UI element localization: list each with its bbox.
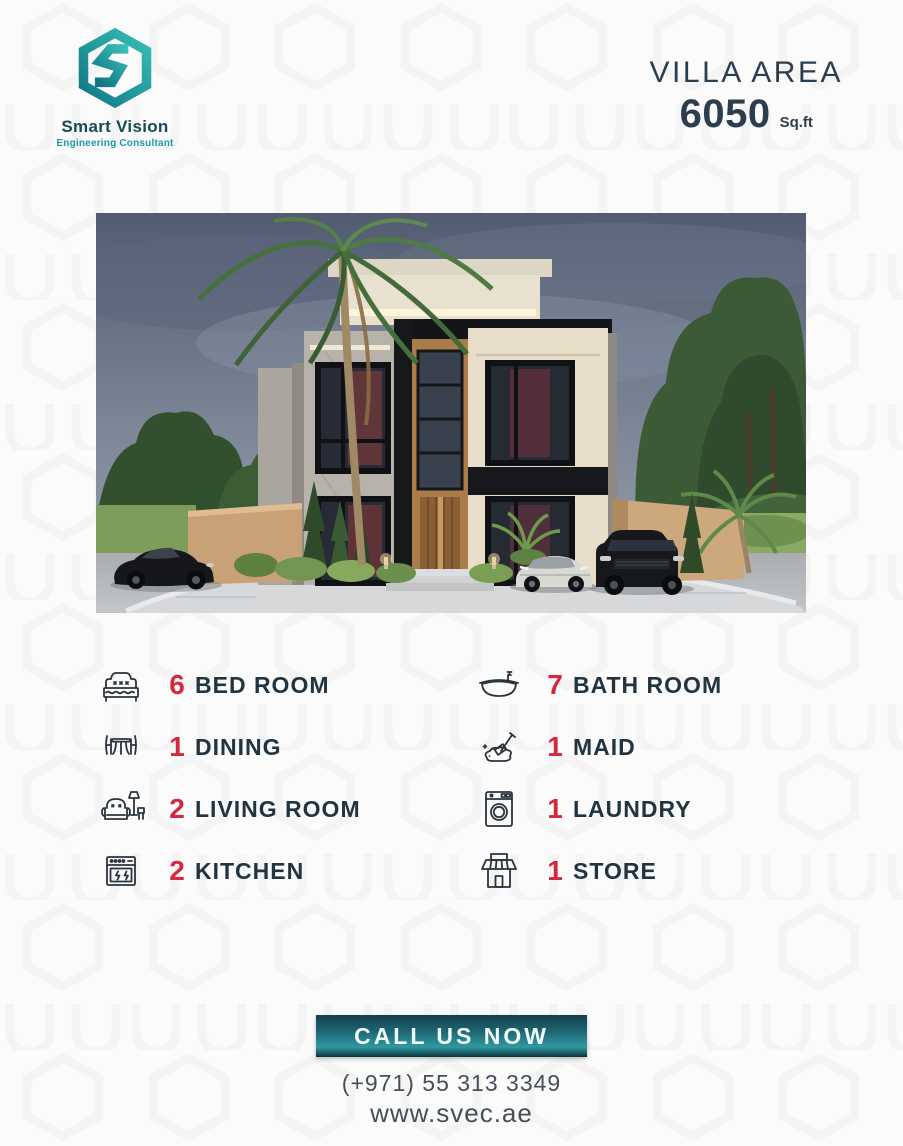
feature-kitchen [96,848,434,894]
villa-area-value: 6050 [679,92,771,136]
stove-icon [96,848,146,894]
call-us-now-button[interactable] [316,1015,587,1057]
feature-label: BATH ROOM [573,671,723,698]
features-grid [96,662,812,894]
feature-count: 7 [547,669,563,700]
feature-label: BED ROOM [195,671,330,698]
bed-icon [96,662,146,708]
brand-name: Smart Vision [61,117,169,136]
feature-label: MAID [573,733,636,760]
villa-render [96,213,806,613]
bathtub-icon [474,662,524,708]
feature-maid [474,724,812,770]
website-url: www.svec.ae [370,1098,533,1128]
hexagon-s-icon [67,26,163,110]
feature-count: 2 [169,855,185,886]
feature-count: 2 [169,793,185,824]
feature-count: 6 [169,669,185,700]
dining-table-icon [96,724,146,770]
villa-area-unit: Sq.ft [779,114,813,131]
feature-bath-room [474,662,812,708]
feature-label: LIVING ROOM [195,795,361,822]
feature-store [474,848,812,894]
villa-area-block [650,56,843,137]
feature-count: 1 [169,731,185,762]
feature-label: KITCHEN [195,857,305,884]
feature-living-room [96,786,434,832]
cleaning-mop-icon [474,724,524,770]
feature-bed-room [96,662,434,708]
feature-label: DINING [195,733,282,760]
storefront-icon [474,848,524,894]
villa-area-label: VILLA AREA [649,56,843,89]
phone-number: (+971) 55 313 3349 [341,1070,562,1096]
brand-tagline: Engineering Consultant [56,138,174,149]
armchair-lamp-icon [96,786,146,832]
feature-count: 1 [547,793,563,824]
feature-count: 1 [547,731,563,762]
brand-logo [50,26,180,149]
feature-dining [96,724,434,770]
villa-render-image [96,213,806,613]
feature-label: LAUNDRY [573,795,692,822]
washing-machine-icon [474,786,524,832]
feature-laundry [474,786,812,832]
feature-label: STORE [573,857,657,884]
feature-count: 1 [547,855,563,886]
call-us-now-label: CALL US NOW [354,1022,549,1049]
